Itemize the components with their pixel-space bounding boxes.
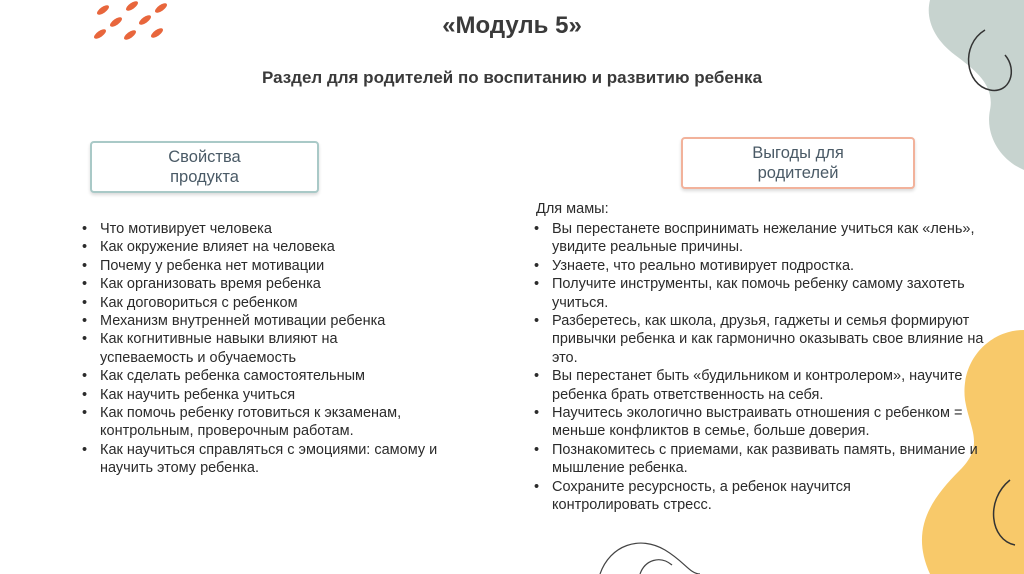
list-item: • Как организовать время ребенка: [78, 275, 478, 293]
list-item: • Как договориться с ребенком: [78, 294, 478, 312]
list-item: • Вы перестанет быть «будильником и контролером», научите ребенка брать ответственность на себя.: [530, 367, 1000, 404]
product-properties-line2: продукта: [170, 168, 239, 186]
list-item: • Механизм внутренней мотивации ребенка: [78, 312, 478, 330]
parent-benefits-list: [530, 220, 1000, 515]
parent-benefits-line1: Выгоды для: [752, 144, 844, 162]
list-item: • Вы перестанете воспринимать нежелание учиться как «лень», увидите реальные причины.: [530, 220, 1000, 257]
list-item: • Узнаете, что реально мотивирует подростка.: [530, 257, 1000, 275]
outline-swirl-bottom: [600, 543, 700, 574]
list-item: • Как научить ребенка учиться: [78, 386, 478, 404]
list-item: • Разберетесь, как школа, друзья, гаджеты и семья формируют привычки ребенка и как гармонично оказывать свое влияние на это.: [530, 312, 1002, 367]
page-subtitle: Раздел для родителей по воспитанию и развитию ребенка: [261, 68, 763, 87]
product-properties-line1: Свойства: [168, 148, 241, 166]
for-mom-label: Для мамы:: [536, 201, 609, 217]
page-title: «Модуль 5»: [442, 12, 582, 39]
list-item: • Почему у ребенка нет мотивации: [78, 257, 478, 275]
list-item: • Как помочь ребенку готовиться к экзаменам, контрольным, проверочным работам.: [78, 404, 450, 441]
product-properties-list: [78, 220, 478, 478]
product-properties-box: [90, 141, 319, 193]
list-item: • Как окружение влияет на человека: [78, 238, 478, 256]
list-item: • Получите инструменты, как помочь ребенку самому захотеть учиться.: [530, 275, 1002, 312]
list-item: • Как сделать ребенка самостоятельным: [78, 367, 478, 385]
list-item: • Научитесь экологично выстраивать отношения с ребенком = меньше конфликтов в семье, больше доверия.: [530, 404, 992, 441]
parent-benefits-line2: родителей: [757, 164, 839, 182]
parent-benefits-box: [681, 137, 915, 189]
list-item: • Что мотивирует человека: [78, 220, 478, 238]
list-item: • Как научиться справляться с эмоциями: самому и научить этому ребенка.: [78, 441, 460, 478]
list-item: • Как когнитивные навыки влияют на успеваемость и обучаемость: [78, 330, 410, 367]
list-item: • Познакомитесь с приемами, как развивать память, внимание и мышление ребенка.: [530, 441, 1002, 478]
list-item: • Сохраните ресурсность, а ребенок научится контролировать стресс.: [530, 478, 952, 515]
